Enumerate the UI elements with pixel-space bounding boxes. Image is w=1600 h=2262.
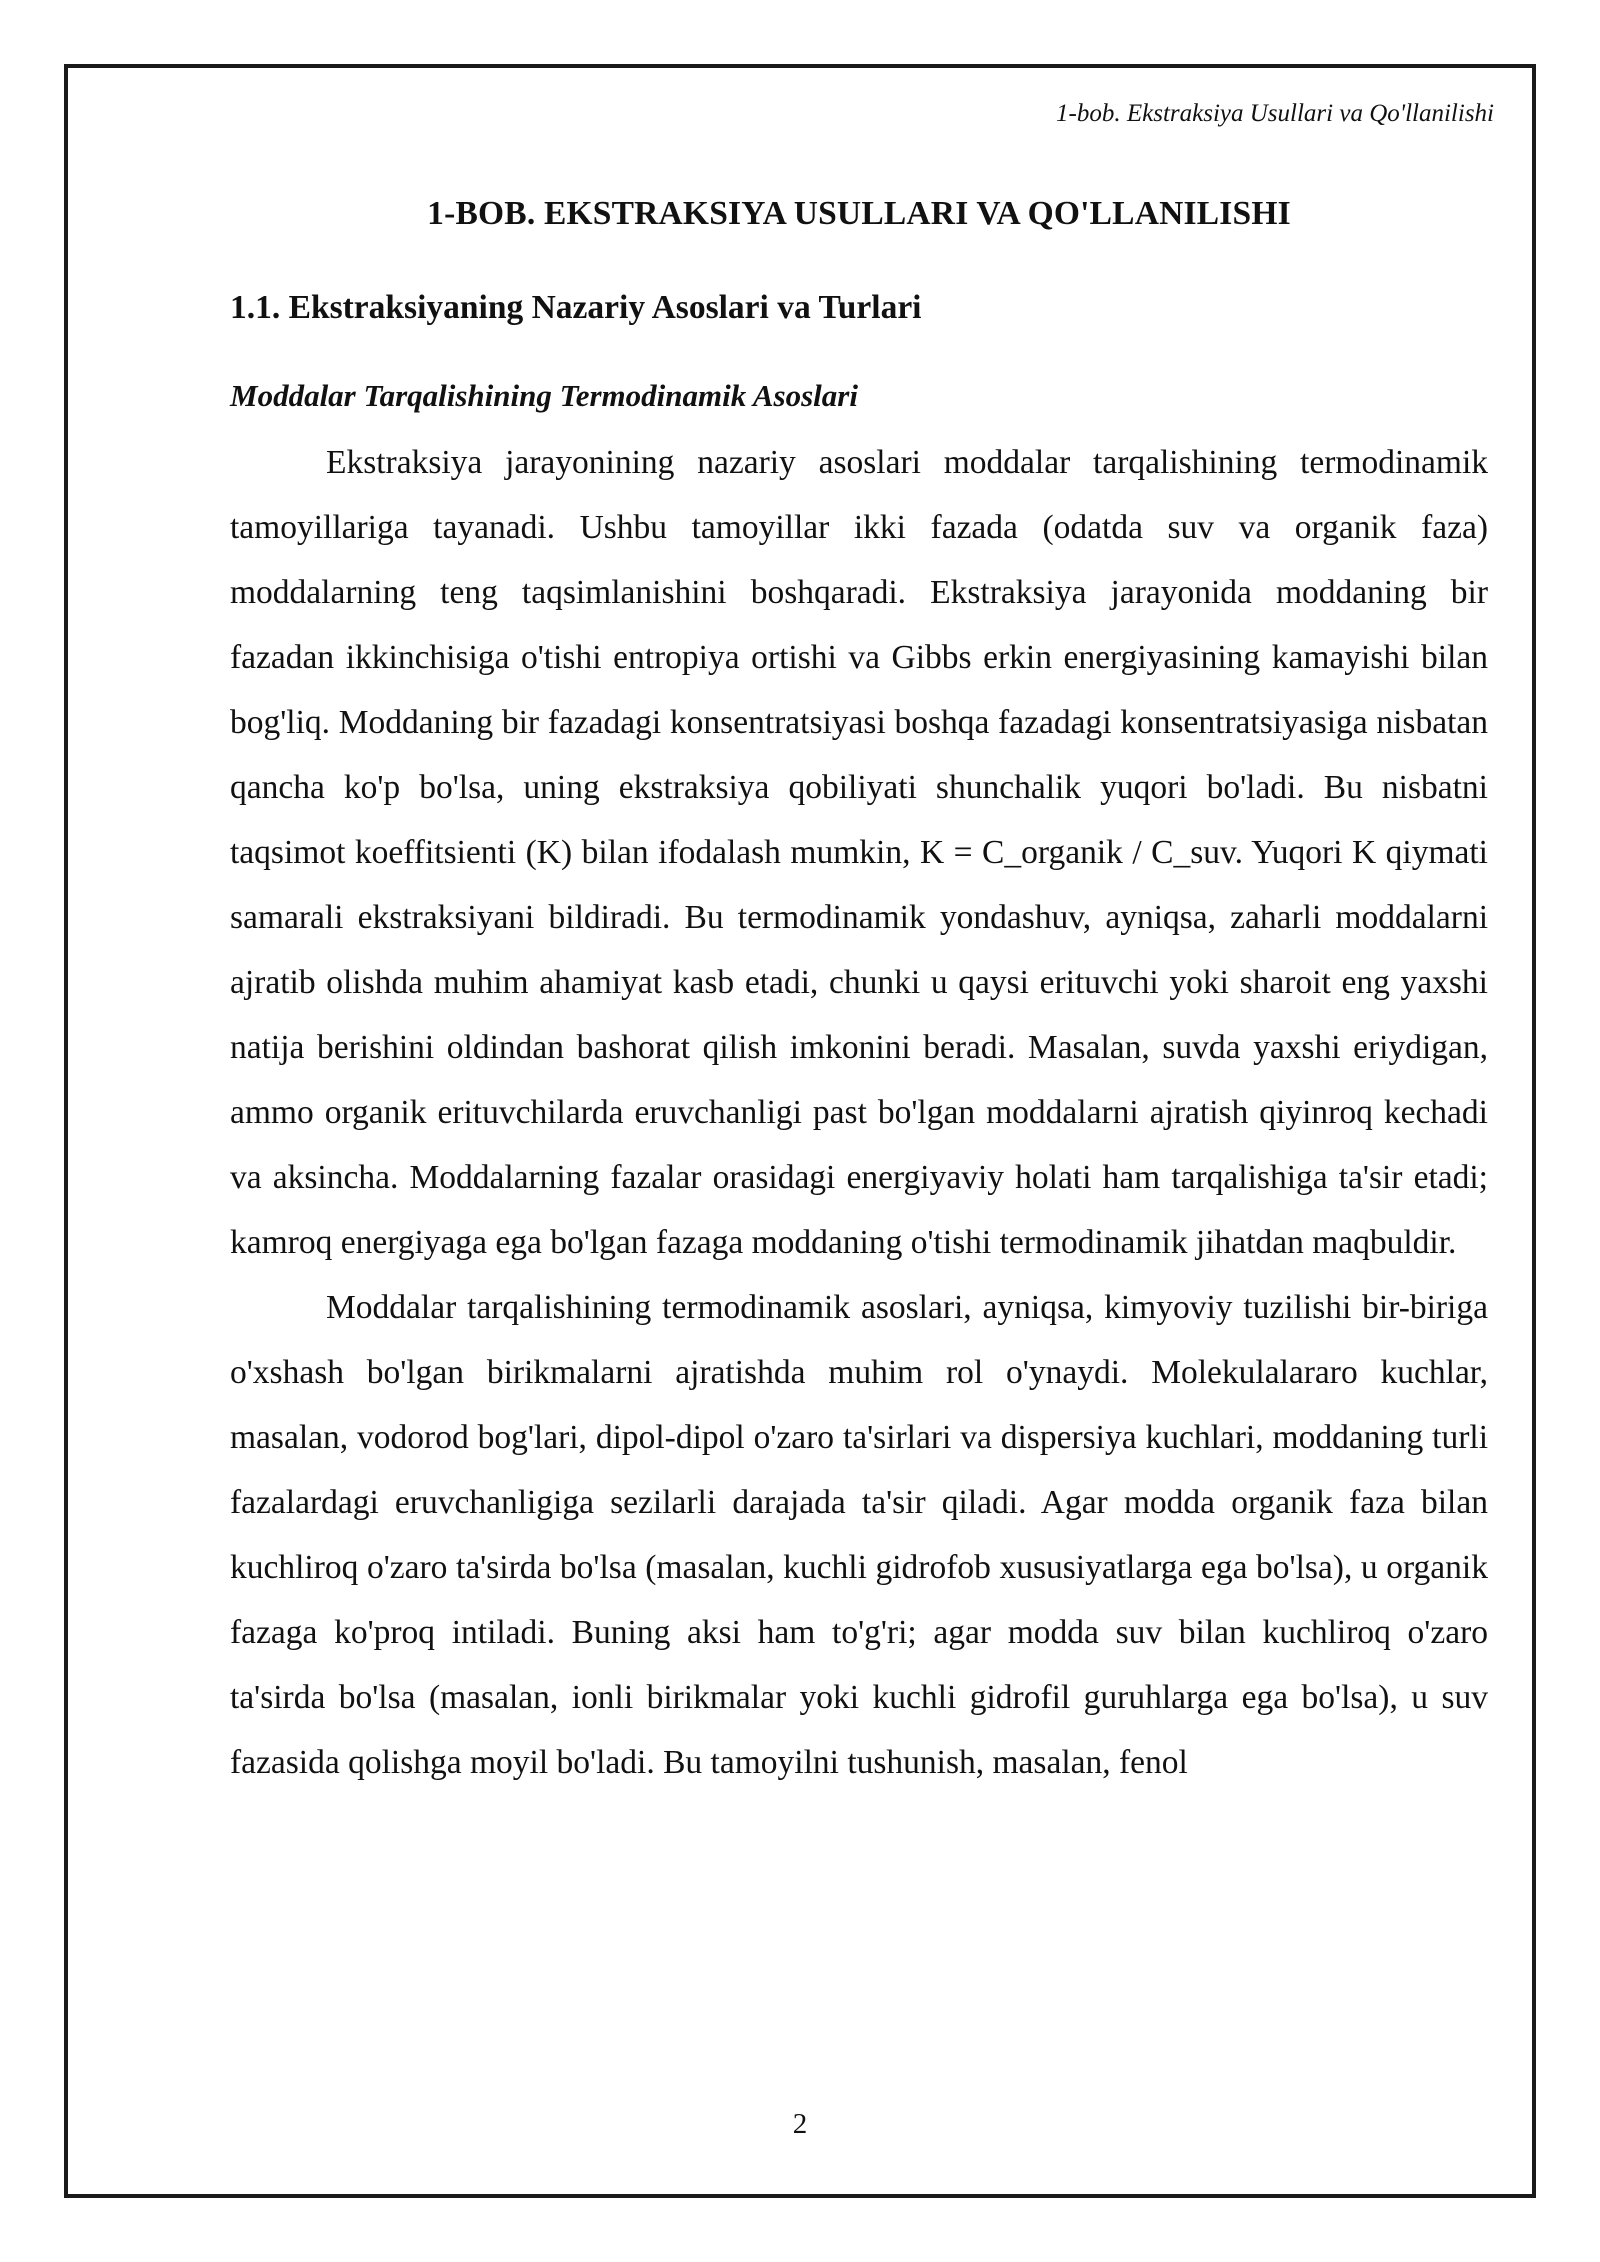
- page-number: 2: [792, 2108, 808, 2140]
- page-content: [230, 186, 1488, 1795]
- section-title: 1.1. Ekstraksiyaning Nazariy Asoslari va Turlari: [230, 289, 922, 326]
- body-paragraph: Ekstraksiya jarayonining nazariy asoslari moddalar tarqalishining termodinamik tamoyillariga tayanadi. Ushbu tamoyillar ikki fazada (odatda suv va organik faza) moddalarning teng taqsimlanishini boshqaradi. Ekstraksiya jarayonida moddaning bir fazadan ikkinchisiga o'tishi entropiya ortishi va Gibbs erkin energiyasining kamayishi bilan bog'liq. Moddaning bir fazadagi konsentratsiyasi boshqa fazadagi konsentratsiyasiga nisbatan qancha ko'p bo'lsa, uning ekstraksiya qobiliyati shunchalik yuqori bo'ladi. Bu nisbatni taqsimot koeffitsienti (K) bilan ifodalash mumkin, K = C_organik / C_suv. Yuqori K qiymati samarali ekstraksiyani bildiradi. Bu termodinamik yondashuv, ayniqsa, zaharli moddalarni ajratib olishda muhim ahamiyat kasb etadi, chunki u qaysi erituvchi yoki sharoit eng yaxshi natija berishini oldindan bashorat qilish imkonini beradi. Masalan, suvda yaxshi eriydigan, ammo organik erituvchilarda eruvchanligi past bo'lgan moddalarni ajratish qiyinroq kechadi va aksincha. Moddalarning fazalar orasidagi energiyaviy holati ham tarqalishiga ta'sir etadi; kamroq energiyaga ega bo'lgan fazaga moddaning o'tishi termodinamik jihatdan maqbuldir.: [230, 444, 1488, 1261]
- subsection-title: Moddalar Tarqalishining Termodinamik Asoslari: [230, 378, 858, 413]
- chapter-title: 1-BOB. EKSTRAKSIYA USULLARI VA QO'LLANILISHI: [427, 195, 1291, 232]
- body-paragraph: Moddalar tarqalishining termodinamik asoslari, ayniqsa, kimyoviy tuzilishi bir-biriga o'xshash bo'lgan birikmalarni ajratishda muhim rol o'ynaydi. Molekulalararo kuchlar, masalan, vodorod bog'lari, dipol-dipol o'zaro ta'sirlari va dispersiya kuchlari, moddaning turli fazalardagi eruvchanligiga sezilarli darajada ta'sir qiladi. Agar modda organik faza bilan kuchliroq o'zaro ta'sirda bo'lsa (masalan, kuchli gidrofob xususiyatlarga ega bo'lsa), u organik fazaga ko'proq intiladi. Buning aksi ham to'g'ri; agar modda suv bilan kuchliroq o'zaro ta'sirda bo'lsa (masalan, ionli birikmalar yoki kuchli gidrofil guruhlarga ega bo'lsa), u suv fazasida qolishga moyil bo'ladi. Bu tamoyilni tushunish, masalan, fenol: [230, 1289, 1488, 1781]
- running-header: 1-bob. Ekstraksiya Usullari va Qo'llanilishi: [1056, 100, 1494, 127]
